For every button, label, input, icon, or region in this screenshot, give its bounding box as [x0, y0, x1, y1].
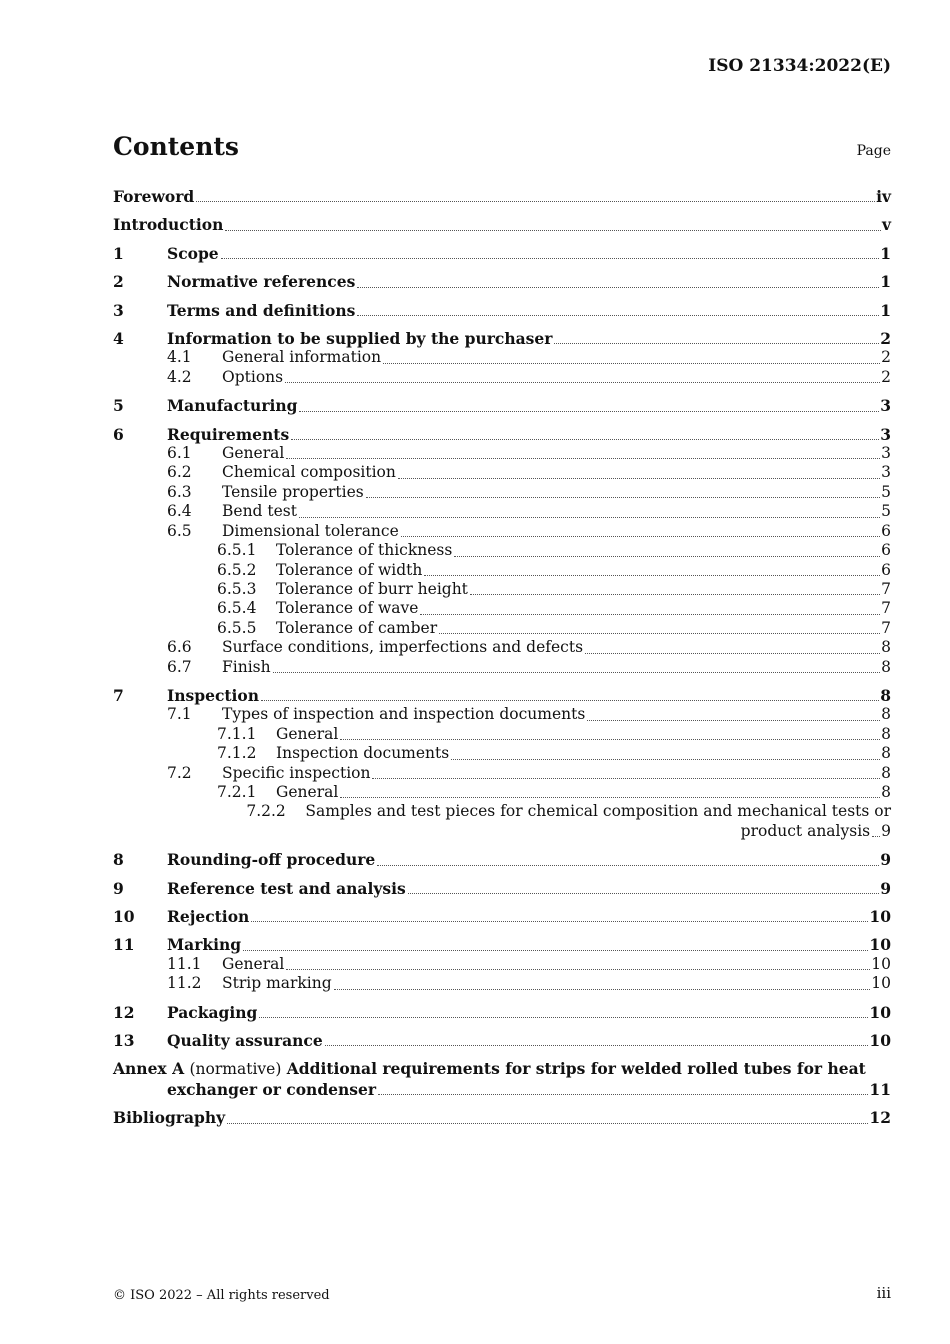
- toc-entry-13[interactable]: [113, 1031, 891, 1050]
- toc-page: 7: [881, 599, 891, 618]
- toc-number: 3: [113, 300, 124, 320]
- toc-number: 6.6: [167, 638, 192, 657]
- dot-leader: [261, 700, 879, 701]
- toc-page: 1: [880, 243, 891, 263]
- toc-entry-8[interactable]: [113, 850, 891, 869]
- toc-number: 7.2.1: [217, 782, 257, 801]
- toc-title: Requirements: [167, 424, 290, 444]
- toc-number: 6.5.4: [217, 599, 257, 618]
- toc-entry-4-1[interactable]: [113, 348, 891, 367]
- dot-leader: [299, 517, 880, 518]
- annex-label: Annex A: [113, 1059, 185, 1079]
- toc-page: 6: [881, 560, 891, 579]
- dot-leader: [357, 315, 879, 316]
- toc-entry-4-2[interactable]: [113, 368, 891, 387]
- toc-entry-foreword[interactable]: [113, 187, 891, 206]
- dot-leader: [227, 1123, 868, 1124]
- dot-leader: [377, 865, 879, 866]
- toc-page: 3: [880, 424, 891, 444]
- toc-entry-10[interactable]: [113, 907, 891, 926]
- toc-number: 11.1: [167, 954, 202, 973]
- toc-entry-annex-a[interactable]: [113, 1059, 891, 1099]
- toc-page: 8: [881, 782, 891, 801]
- toc-entry-6-7[interactable]: [113, 658, 891, 677]
- page-title: Contents: [113, 132, 240, 161]
- dot-leader: [291, 439, 879, 440]
- toc-title: Bibliography: [113, 1108, 226, 1128]
- toc-page: 9: [880, 850, 891, 870]
- toc-title: Information to be supplied by the purchaser: [167, 329, 553, 349]
- toc-number: 7.2.2: [246, 802, 286, 821]
- toc-entry-6-5-2[interactable]: [113, 561, 891, 580]
- toc-title: Marking: [167, 935, 242, 955]
- toc-number: 6.3: [167, 482, 192, 501]
- dot-leader: [225, 230, 881, 231]
- toc-entry-2[interactable]: [113, 272, 891, 291]
- annex-qualifier: (normative): [189, 1060, 282, 1079]
- toc-title-line2: product analysis: [740, 821, 871, 840]
- toc-entry-7-1-1[interactable]: [113, 725, 891, 744]
- dot-leader: [585, 653, 880, 654]
- toc-title: Packaging: [167, 1002, 258, 1022]
- toc-page: 9: [881, 821, 891, 840]
- toc-number: 7.1.1: [217, 724, 257, 743]
- toc-title: Dimensional tolerance: [222, 521, 399, 540]
- toc-entry-6-5-5[interactable]: [113, 619, 891, 638]
- toc-number: 7: [113, 685, 124, 705]
- toc-number: 9: [113, 878, 124, 898]
- toc-page: 10: [869, 935, 891, 955]
- toc-title: Tolerance of burr height: [276, 579, 468, 598]
- dot-leader: [340, 797, 880, 798]
- dot-leader: [872, 836, 880, 837]
- toc-number: 11.2: [167, 974, 202, 993]
- toc-number: 4: [113, 329, 124, 349]
- toc-page: 2: [880, 329, 891, 349]
- toc-page: 1: [880, 272, 891, 292]
- toc-entry-7-1[interactable]: [113, 705, 891, 724]
- toc-entry-7-2-2[interactable]: [113, 802, 891, 841]
- dot-leader: [357, 287, 879, 288]
- toc-number: 6: [113, 424, 124, 444]
- dot-leader: [340, 739, 880, 740]
- toc-entry-6-5-4[interactable]: [113, 599, 891, 618]
- toc-number: 4.1: [167, 348, 192, 367]
- toc-page: 10: [869, 907, 891, 926]
- toc-page: 7: [881, 618, 891, 637]
- dot-leader: [424, 575, 880, 576]
- toc-entry-7-2[interactable]: [113, 764, 891, 783]
- toc-title: Types of inspection and inspection documents: [222, 705, 586, 724]
- toc-page: 12: [869, 1108, 891, 1128]
- dot-leader: [286, 969, 870, 970]
- toc-title: Terms and definitions: [167, 300, 356, 320]
- dot-leader: [196, 201, 875, 202]
- toc-page: 5: [881, 482, 891, 501]
- toc-title: Scope: [167, 243, 219, 263]
- dot-leader: [420, 614, 880, 615]
- toc-page: 9: [880, 878, 891, 898]
- toc-page: 3: [881, 444, 891, 463]
- toc-title: General: [276, 782, 339, 801]
- toc-entry-1[interactable]: [113, 244, 891, 263]
- toc-entry-3[interactable]: [113, 301, 891, 320]
- dot-leader: [366, 497, 880, 498]
- dot-leader: [221, 258, 880, 259]
- toc-entry-6-2[interactable]: [113, 463, 891, 482]
- dot-leader: [401, 536, 880, 537]
- toc-entry-7[interactable]: [113, 686, 891, 705]
- toc-title: Bend test: [222, 502, 297, 521]
- toc-page: 8: [881, 657, 891, 676]
- toc-number: 6.5.5: [217, 618, 257, 637]
- toc-page: 5: [881, 502, 891, 521]
- dot-leader: [451, 759, 880, 760]
- toc-entry-introduction[interactable]: [113, 215, 891, 234]
- dot-leader: [398, 478, 880, 479]
- toc-entry-6-5[interactable]: [113, 522, 891, 541]
- toc-title: Foreword: [113, 187, 195, 206]
- dot-leader: [334, 989, 871, 990]
- toc-entry-11-1[interactable]: [113, 955, 891, 974]
- dot-leader: [243, 950, 868, 951]
- toc-entry-6-3[interactable]: [113, 483, 891, 502]
- table-of-contents: [113, 184, 891, 1128]
- dot-leader: [378, 1094, 868, 1095]
- toc-title: Finish: [222, 657, 271, 676]
- toc-entry-11[interactable]: [113, 935, 891, 954]
- page-number: iii: [876, 1284, 891, 1302]
- dot-leader: [273, 672, 881, 673]
- toc-title: Rejection: [167, 907, 250, 926]
- toc-entry-6[interactable]: [113, 425, 891, 444]
- annex-title-line1: Additional requirements for strips for welded rolled tubes for heat: [286, 1059, 866, 1079]
- toc-page: 10: [869, 1002, 891, 1022]
- toc-page: 6: [881, 541, 891, 560]
- dot-leader: [439, 633, 880, 634]
- toc-page: 2: [881, 367, 891, 386]
- toc-title: Tolerance of wave: [276, 599, 419, 618]
- toc-title: General information: [222, 348, 382, 367]
- toc-page: 10: [869, 1031, 891, 1051]
- toc-title: Quality assurance: [167, 1031, 323, 1051]
- toc-page: 11: [869, 1079, 891, 1099]
- toc-title: Introduction: [113, 215, 224, 235]
- toc-title: Surface conditions, imperfections and defects: [222, 638, 584, 657]
- toc-page: 8: [881, 638, 891, 657]
- toc-title: General: [276, 724, 339, 743]
- toc-number: 11: [113, 935, 135, 955]
- toc-number: 13: [113, 1031, 135, 1051]
- toc-number: 6.4: [167, 502, 192, 521]
- toc-title: Manufacturing: [167, 396, 298, 416]
- toc-page: 6: [881, 521, 891, 540]
- toc-number: 7.1.2: [217, 744, 257, 763]
- dot-leader: [259, 1017, 868, 1018]
- toc-title: Tolerance of thickness: [276, 541, 453, 560]
- toc-entry-7-1-2[interactable]: [113, 744, 891, 763]
- toc-title: Inspection documents: [276, 744, 450, 763]
- dot-leader: [251, 921, 868, 922]
- toc-page: 8: [881, 763, 891, 782]
- toc-page: 10: [871, 974, 891, 993]
- dot-leader: [454, 556, 880, 557]
- toc-title: Tolerance of camber: [276, 618, 438, 637]
- toc-title: Reference test and analysis: [167, 878, 406, 898]
- toc-page: 10: [871, 954, 891, 973]
- toc-title: Options: [222, 367, 284, 386]
- toc-number: 6.1: [167, 444, 192, 463]
- toc-number: 4.2: [167, 367, 192, 386]
- toc-number: 6.2: [167, 463, 192, 482]
- dot-leader: [587, 720, 880, 721]
- dot-leader: [372, 778, 880, 779]
- toc-title: Specific inspection: [222, 763, 371, 782]
- page-column-label: Page: [856, 143, 891, 159]
- toc-entry-6-1[interactable]: [113, 444, 891, 463]
- toc-title: Tensile properties: [222, 482, 364, 501]
- toc-title: Inspection: [167, 685, 260, 705]
- toc-page: 2: [881, 348, 891, 367]
- annex-title-line2: exchanger or condenser: [167, 1079, 377, 1099]
- toc-number: 8: [113, 850, 124, 870]
- toc-page: iv: [876, 187, 891, 206]
- toc-title: General: [222, 444, 285, 463]
- toc-number: 6.5: [167, 521, 192, 540]
- toc-entry-7-2-1[interactable]: [113, 783, 891, 802]
- toc-number: 6.5.2: [217, 560, 257, 579]
- toc-number: 10: [113, 907, 135, 926]
- toc-title: Normative references: [167, 272, 356, 292]
- toc-page: 7: [881, 579, 891, 598]
- toc-entry-5[interactable]: [113, 396, 891, 415]
- dot-leader: [325, 1045, 869, 1046]
- toc-entry-6-6[interactable]: [113, 638, 891, 657]
- toc-page: v: [881, 215, 891, 235]
- toc-page: 3: [880, 396, 891, 416]
- dot-leader: [285, 382, 880, 383]
- toc-page: 8: [880, 685, 891, 705]
- toc-number: 7.2: [167, 763, 192, 782]
- toc-number: 5: [113, 396, 124, 416]
- toc-title: Rounding-off procedure: [167, 850, 376, 870]
- dot-leader: [299, 411, 879, 412]
- dot-leader: [470, 594, 880, 595]
- toc-page: 8: [881, 705, 891, 724]
- toc-title: General: [222, 954, 285, 973]
- toc-entry-bibliography[interactable]: [113, 1108, 891, 1127]
- toc-entry-6-4[interactable]: [113, 502, 891, 521]
- toc-entry-11-2[interactable]: [113, 974, 891, 993]
- toc-number: 1: [113, 243, 124, 263]
- toc-number: 7.1: [167, 705, 192, 724]
- toc-entry-4[interactable]: [113, 329, 891, 348]
- toc-page: 8: [881, 724, 891, 743]
- toc-page: 8: [881, 744, 891, 763]
- document-id: ISO 21334:2022(E): [708, 56, 891, 76]
- toc-title: Chemical composition: [222, 463, 396, 482]
- toc-title: Tolerance of width: [276, 560, 423, 579]
- toc-number: 6.5.1: [217, 541, 257, 560]
- copyright-notice: © ISO 2022 – All rights reserved: [113, 1288, 330, 1303]
- toc-title: Strip marking: [222, 974, 332, 993]
- dot-leader: [554, 343, 879, 344]
- toc-entry-9[interactable]: [113, 879, 891, 898]
- toc-page: 3: [881, 463, 891, 482]
- toc-number: 6.7: [167, 657, 192, 676]
- dot-leader: [408, 893, 879, 894]
- dot-leader: [383, 363, 880, 364]
- toc-number: 2: [113, 272, 124, 292]
- toc-number: 6.5.3: [217, 579, 257, 598]
- dot-leader: [286, 458, 880, 459]
- toc-entry-6-5-1[interactable]: [113, 541, 891, 560]
- toc-title-line1: Samples and test pieces for chemical composition and mechanical tests or: [305, 802, 891, 821]
- toc-number: 12: [113, 1002, 135, 1022]
- toc-entry-12[interactable]: [113, 1003, 891, 1022]
- toc-entry-6-5-3[interactable]: [113, 580, 891, 599]
- toc-page: 1: [880, 300, 891, 320]
